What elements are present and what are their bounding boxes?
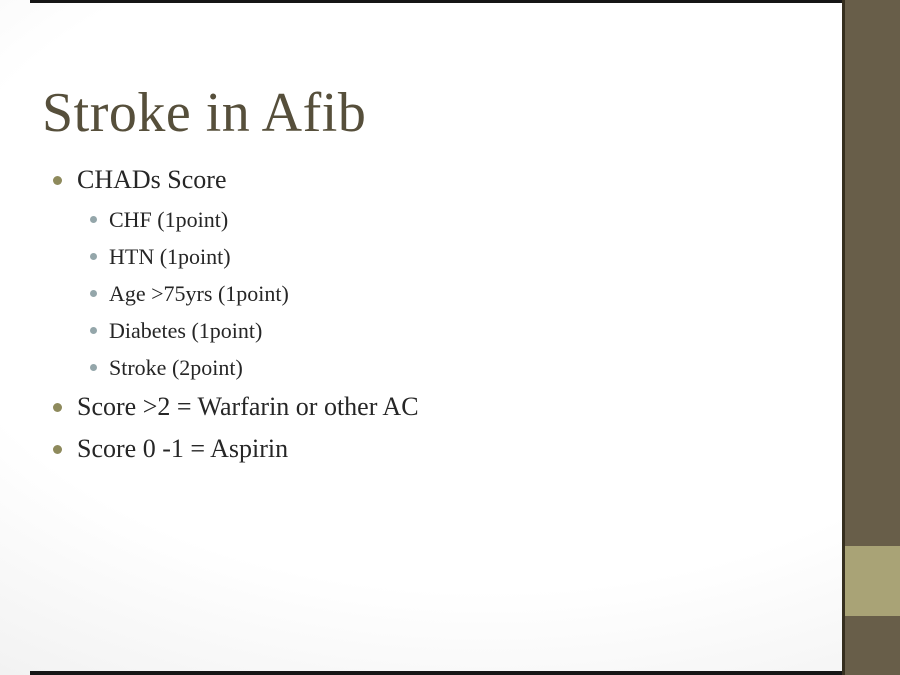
bullet-icon bbox=[53, 445, 62, 454]
frame-top-edge bbox=[30, 0, 843, 3]
bullet-item bbox=[0, 349, 820, 386]
bullet-text: Stroke (2point) bbox=[109, 354, 243, 380]
bullet-text: Age >75yrs (1point) bbox=[109, 280, 289, 306]
bullet-item bbox=[0, 238, 820, 275]
bullet-icon bbox=[90, 364, 97, 371]
bullet-text: CHADs Score bbox=[77, 165, 227, 194]
bullet-item bbox=[0, 159, 820, 201]
bullet-icon bbox=[53, 176, 62, 185]
frame-bottom-edge bbox=[30, 671, 843, 675]
bullet-text: CHF (1point) bbox=[109, 206, 229, 232]
theme-sidebar bbox=[845, 0, 900, 675]
bullet-icon bbox=[90, 327, 97, 334]
bullet-text: Score 0 -1 = Aspirin bbox=[77, 434, 289, 463]
bullet-icon bbox=[90, 216, 97, 223]
bullet-icon bbox=[90, 290, 97, 297]
bullet-icon bbox=[53, 403, 62, 412]
slide-title: Stroke in Afib bbox=[42, 81, 367, 144]
bullet-text: Diabetes (1point) bbox=[109, 317, 263, 343]
theme-sidebar-accent-band bbox=[845, 546, 900, 616]
bullet-item bbox=[0, 275, 820, 312]
bullet-item bbox=[0, 312, 820, 349]
bullet-text: Score >2 = Warfarin or other AC bbox=[77, 392, 419, 421]
bullet-icon bbox=[90, 253, 97, 260]
bullet-item bbox=[0, 201, 820, 238]
bullet-item bbox=[0, 428, 820, 470]
bullet-text: HTN (1point) bbox=[109, 243, 231, 269]
bullet-list bbox=[0, 159, 820, 470]
bullet-item bbox=[0, 386, 820, 428]
